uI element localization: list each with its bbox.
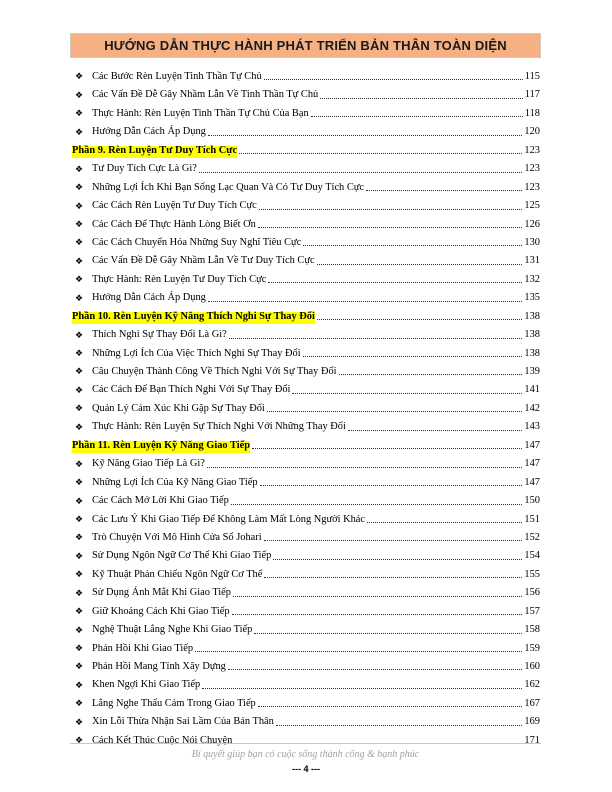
toc-item-row[interactable]: [72, 582, 540, 600]
diamond-bullet-icon: ❖: [75, 662, 84, 673]
diamond-bullet-icon: ❖: [75, 496, 84, 507]
toc-item-row[interactable]: [72, 232, 540, 250]
toc-item-title: Những Lợi Ích Của Việc Thích Nghi Sự Thay Đổi: [92, 347, 301, 359]
dot-leader: [207, 466, 523, 468]
diamond-bullet-icon: ❖: [75, 588, 84, 599]
toc-item-row[interactable]: [72, 564, 540, 582]
page-number: --- 4 ---: [292, 764, 320, 774]
toc-page-number: 131: [524, 255, 540, 267]
toc-item-title: Kỹ Thuật Phản Chiếu Ngôn Ngữ Cơ Thể: [92, 568, 263, 580]
toc-item-title: Quản Lý Cảm Xúc Khi Gặp Sự Thay Đổi: [92, 402, 265, 414]
toc-section-title: Phần 11. Rèn Luyện Kỹ Năng Giao Tiếp: [72, 441, 250, 453]
toc-item-title: Thực Hành: Rèn Luyện Tinh Thần Tự Chủ Của Bạn: [92, 107, 309, 119]
dot-leader: [317, 263, 523, 265]
toc-page-number: 158: [524, 624, 540, 636]
toc-page-number: 143: [524, 421, 540, 433]
toc-item-title: Lắng Nghe Thấu Cảm Trong Giao Tiếp: [92, 697, 256, 709]
toc-page-number: 141: [524, 384, 540, 396]
toc-item-title: Các Cách Để Thực Hành Lòng Biết Ơn: [92, 218, 256, 230]
toc-item-row[interactable]: [72, 545, 540, 563]
toc-page-number: 160: [524, 661, 540, 673]
toc-item-title: Hướng Dẫn Cách Áp Dụng: [92, 126, 206, 138]
dot-leader: [254, 632, 522, 634]
dot-leader: [339, 373, 523, 375]
dot-leader: [199, 171, 523, 173]
toc-page-number: 123: [524, 181, 540, 193]
toc-item-row[interactable]: [72, 379, 540, 397]
toc-item-row[interactable]: [72, 158, 540, 176]
toc-section-row[interactable]: [72, 306, 540, 324]
toc-page-number: 154: [524, 550, 540, 562]
toc-item-title: Các Cách Rèn Luyện Tư Duy Tích Cực: [92, 200, 257, 212]
toc-item-title: Câu Chuyện Thành Công Về Thích Nghi Với Sự Thay Đổi: [92, 366, 337, 378]
dot-leader: [311, 115, 523, 117]
toc-page-number: 147: [524, 458, 540, 470]
toc-item-title: Nghệ Thuật Lắng Nghe Khi Giao Tiếp: [92, 624, 253, 636]
toc-item-title: Những Lợi Ích Của Kỹ Năng Giao Tiếp: [92, 476, 258, 488]
dot-leader: [317, 318, 523, 320]
diamond-bullet-icon: ❖: [75, 404, 84, 415]
toc-page-number: 162: [524, 679, 540, 691]
toc-item-row[interactable]: [72, 472, 540, 490]
toc-section-title: Phần 9. Rèn Luyện Tư Duy Tích Cực: [72, 146, 237, 158]
toc-section-row[interactable]: [72, 140, 540, 158]
dot-leader: [303, 355, 523, 357]
diamond-bullet-icon: ❖: [75, 201, 84, 212]
toc-section-title: Phần 10. Rèn Luyện Kỹ Năng Thích Nghi Sự Thay Đổi: [72, 312, 315, 324]
diamond-bullet-icon: ❖: [75, 699, 84, 710]
toc-item-row[interactable]: [72, 509, 540, 527]
toc-section-row[interactable]: [72, 435, 540, 453]
dot-leader: [258, 705, 523, 707]
toc-item-row[interactable]: [72, 527, 540, 545]
toc-item-title: Sử Dụng Ngôn Ngữ Cơ Thể Khi Giao Tiếp: [92, 550, 272, 562]
dot-leader: [260, 484, 523, 486]
dot-leader: [320, 97, 523, 99]
toc-item-title: Tư Duy Tích Cực Là Gì?: [92, 163, 197, 175]
diamond-bullet-icon: ❖: [75, 478, 84, 489]
toc-page-number: 120: [524, 126, 540, 138]
dot-leader: [367, 521, 522, 523]
toc-page-number: 150: [524, 495, 540, 507]
toc-item-title: Các Vấn Đề Dễ Gây Nhầm Lẫn Về Tinh Thần Tự Chủ: [92, 89, 319, 101]
diamond-bullet-icon: ❖: [75, 349, 84, 359]
diamond-bullet-icon: ❖: [75, 164, 84, 175]
dot-leader: [228, 668, 523, 670]
toc-page-number: 151: [524, 513, 540, 525]
dot-leader: [348, 429, 523, 431]
toc-item-row[interactable]: [72, 195, 540, 213]
diamond-bullet-icon: ❖: [75, 459, 84, 470]
diamond-bullet-icon: ❖: [75, 533, 84, 544]
toc-item-title: Sử Dụng Ánh Mắt Khi Giao Tiếp: [92, 587, 231, 599]
toc-item-row[interactable]: [72, 674, 540, 692]
toc-item-row[interactable]: [72, 103, 540, 121]
toc-item-title: Các Cách Chuyển Hóa Những Suy Nghĩ Tiêu Cực: [92, 236, 302, 248]
dot-leader: [264, 576, 522, 578]
toc-page-number: 152: [524, 531, 540, 543]
toc-item-row[interactable]: [72, 324, 540, 342]
dot-leader: [303, 244, 522, 246]
diamond-bullet-icon: ❖: [75, 127, 84, 138]
diamond-bullet-icon: ❖: [75, 644, 84, 654]
toc-page-number: 147: [524, 476, 540, 488]
table-of-contents: [72, 66, 540, 748]
toc-item-title: Các Cách Để Bạn Thích Nghi Với Sự Thay Đổi: [92, 384, 291, 396]
diamond-bullet-icon: ❖: [75, 183, 84, 194]
dot-leader: [273, 558, 522, 560]
toc-page-number: 156: [524, 587, 540, 599]
toc-item-title: Các Vấn Đề Dễ Gây Nhầm Lẫn Về Tư Duy Tích Cực: [92, 255, 315, 267]
toc-page-number: 117: [524, 89, 540, 101]
toc-page-number: 123: [524, 163, 540, 175]
header-title: HƯỚNG DẪN THỰC HÀNH PHÁT TRIỂN BẢN THÂN TOÀN DIỆN: [104, 38, 507, 53]
toc-page-number: 138: [524, 310, 540, 322]
toc-page-number: 155: [524, 568, 540, 580]
dot-leader: [232, 613, 523, 615]
dot-leader: [264, 539, 523, 541]
toc-page-number: 159: [524, 642, 540, 654]
toc-item-title: Giữ Khoảng Cách Khi Giao Tiếp: [92, 605, 230, 617]
toc-item-row[interactable]: [72, 601, 540, 619]
dot-leader: [208, 134, 523, 136]
toc-item-row[interactable]: [72, 693, 540, 711]
toc-item-row[interactable]: [72, 361, 540, 379]
toc-page-number: 130: [524, 236, 540, 248]
toc-page-number: 118: [524, 107, 540, 119]
diamond-bullet-icon: ❖: [75, 275, 84, 286]
toc-page-number: 142: [524, 402, 540, 414]
toc-page-number: 147: [524, 439, 540, 451]
toc-item-row[interactable]: [72, 730, 540, 748]
dot-leader: [268, 281, 522, 283]
toc-item-row[interactable]: [72, 711, 540, 729]
toc-item-title: Những Lợi Ích Khi Bạn Sống Lạc Quan Và Có Tư Duy Tích Cực: [92, 181, 365, 193]
footer-divider: [70, 743, 541, 744]
toc-page-number: 115: [524, 71, 540, 83]
toc-page-number: 138: [524, 329, 540, 341]
diamond-bullet-icon: ❖: [75, 330, 84, 341]
dot-leader: [252, 447, 522, 449]
toc-item-row[interactable]: [72, 66, 540, 84]
diamond-bullet-icon: ❖: [75, 625, 84, 636]
toc-item-row[interactable]: [72, 656, 540, 674]
dot-leader: [264, 78, 523, 80]
diamond-bullet-icon: ❖: [75, 385, 84, 396]
toc-item-title: Kỹ Năng Giao Tiếp Là Gì?: [92, 458, 205, 470]
toc-item-row[interactable]: [72, 398, 540, 416]
toc-page-number: 123: [524, 144, 540, 156]
footer-tagline: Bí quyết giúp bạn có cuộc sống thành công & hạnh phúc: [191, 749, 420, 760]
toc-item-row[interactable]: [72, 638, 540, 656]
toc-item-title: Các Cách Mở Lời Khi Giao Tiếp: [92, 495, 229, 507]
toc-item-row[interactable]: [72, 84, 540, 102]
toc-page-number: 135: [524, 292, 540, 304]
diamond-bullet-icon: ❖: [75, 293, 84, 304]
diamond-bullet-icon: ❖: [75, 109, 84, 120]
toc-item-row[interactable]: [72, 214, 540, 232]
toc-item-row[interactable]: [72, 490, 540, 508]
dot-leader: [267, 410, 523, 412]
diamond-bullet-icon: ❖: [75, 238, 84, 249]
dot-leader: [292, 392, 522, 394]
dot-leader: [202, 687, 522, 689]
dot-leader: [195, 650, 522, 652]
toc-item-row[interactable]: [72, 416, 540, 434]
dot-leader: [231, 503, 523, 505]
diamond-bullet-icon: ❖: [75, 736, 84, 747]
diamond-bullet-icon: ❖: [75, 514, 84, 525]
dot-leader: [229, 337, 523, 339]
toc-page-number: 125: [524, 200, 540, 212]
diamond-bullet-icon: ❖: [75, 90, 84, 101]
toc-item-title: Thích Nghi Sự Thay Đổi Là Gì?: [92, 329, 227, 341]
diamond-bullet-icon: ❖: [75, 256, 84, 267]
toc-item-row[interactable]: [72, 287, 540, 305]
diamond-bullet-icon: ❖: [75, 422, 84, 433]
toc-page-number: 139: [524, 366, 540, 378]
toc-page-number: 126: [524, 218, 540, 230]
dot-leader: [366, 189, 522, 191]
toc-item-title: Thực Hành: Rèn Luyện Sự Thích Nghi Với Những Thay Đổi: [92, 421, 346, 433]
toc-page-number: 167: [524, 697, 540, 709]
toc-item-row[interactable]: [72, 121, 540, 139]
diamond-bullet-icon: ❖: [75, 219, 84, 230]
dot-leader: [258, 226, 523, 228]
page-header: [70, 33, 541, 58]
toc-page-number: 138: [524, 347, 540, 359]
diamond-bullet-icon: ❖: [75, 680, 84, 691]
diamond-bullet-icon: ❖: [75, 570, 84, 581]
diamond-bullet-icon: ❖: [75, 607, 84, 618]
toc-item-row[interactable]: [72, 343, 540, 361]
toc-item-title: Khen Ngợi Khi Giao Tiếp: [92, 679, 201, 691]
diamond-bullet-icon: ❖: [75, 367, 84, 378]
diamond-bullet-icon: ❖: [75, 551, 84, 562]
dot-leader: [208, 300, 523, 302]
toc-item-row[interactable]: [72, 453, 540, 471]
toc-item-title: Phản Hồi Mang Tính Xây Dựng: [92, 661, 226, 673]
toc-page-number: 169: [524, 716, 540, 728]
diamond-bullet-icon: ❖: [75, 72, 84, 83]
toc-item-row[interactable]: [72, 619, 540, 637]
toc-item-title: Trò Chuyện Với Mô Hình Cửa Sổ Johari: [92, 531, 262, 543]
toc-page-number: 171: [524, 734, 540, 746]
toc-item-row[interactable]: [72, 269, 540, 287]
dot-leader: [259, 208, 523, 210]
dot-leader: [233, 595, 522, 597]
toc-item-title: Cách Kết Thúc Cuộc Nói Chuyện: [92, 734, 233, 746]
toc-item-title: Xin Lỗi Thừa Nhận Sai Lầm Của Bản Thân: [92, 716, 274, 728]
toc-page-number: 132: [524, 273, 540, 285]
toc-item-row[interactable]: [72, 177, 540, 195]
dot-leader: [239, 152, 522, 154]
toc-item-title: Thực Hành: Rèn Luyện Tư Duy Tích Cực: [92, 273, 267, 285]
toc-item-title: Hướng Dẫn Cách Áp Dụng: [92, 292, 206, 304]
toc-item-title: Các Lưu Ý Khi Giao Tiếp Để Không Làm Mất Lòng Người Khác: [92, 513, 366, 525]
dot-leader: [276, 724, 523, 726]
toc-item-title: Các Bước Rèn Luyện Tinh Thần Tự Chủ: [92, 71, 262, 83]
toc-page-number: 157: [524, 605, 540, 617]
diamond-bullet-icon: ❖: [75, 717, 84, 728]
toc-item-row[interactable]: [72, 250, 540, 268]
toc-item-title: Phản Hồi Khi Giao Tiếp: [92, 642, 194, 654]
